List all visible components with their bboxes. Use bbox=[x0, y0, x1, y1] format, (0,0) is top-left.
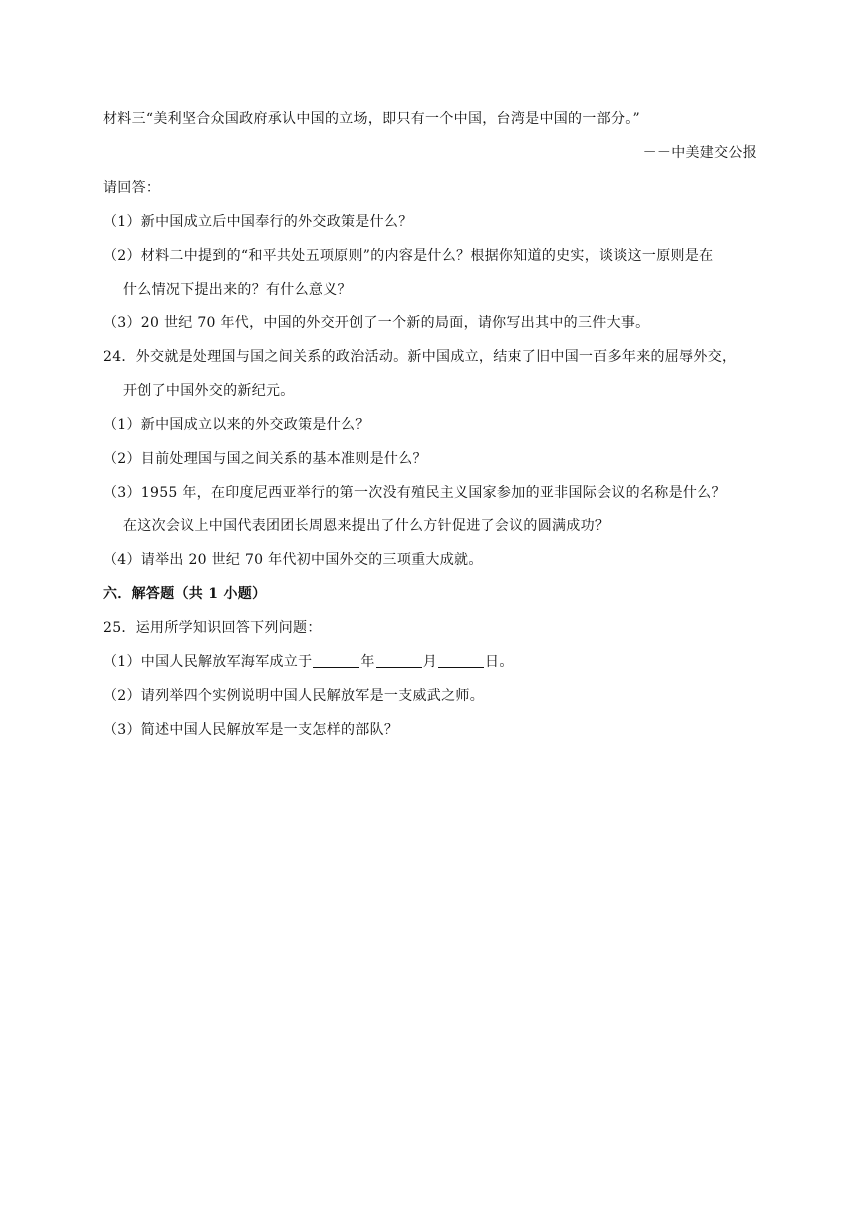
q25-sub1 bbox=[103, 652, 514, 672]
q23-sub3: （3）20 世纪 70 年代，中国的外交开创了一个新的局面，请你写出其中的三件大事。 bbox=[103, 315, 650, 331]
q24-sub2: （2）目前处理国与国之间关系的基本准则是什么？ bbox=[103, 451, 427, 467]
month-answer-blank[interactable] bbox=[376, 653, 422, 668]
q25-sub1-day: 日。 bbox=[485, 654, 514, 670]
q23-sub1: （1）新中国成立后中国奉行的外交政策是什么？ bbox=[103, 214, 413, 230]
q23-prompt: 请回答： bbox=[103, 180, 161, 196]
q25-sub1-year: 年 bbox=[360, 654, 375, 670]
q25-sub3: （3）简述中国人民解放军是一支怎样的部队？ bbox=[103, 722, 399, 738]
q25-stem: 25．运用所学知识回答下列问题： bbox=[103, 620, 322, 636]
year-answer-blank[interactable] bbox=[313, 653, 359, 668]
day-answer-blank[interactable] bbox=[438, 653, 484, 668]
q24-stem-line2: 开创了中国外交的新纪元。 bbox=[123, 383, 295, 399]
q24-sub3-line2: 在这次会议上中国代表团团长周恩来提出了什么方针促进了会议的圆满成功？ bbox=[123, 518, 610, 534]
q25-sub1-prefix: （1）中国人民解放军海军成立于 bbox=[103, 654, 313, 670]
q24-sub4: （4）请举出 20 世纪 70 年代初中国外交的三项重大成就。 bbox=[103, 552, 483, 568]
material-3-source: －－中美建交公报 bbox=[642, 145, 757, 161]
q23-sub2-line1: （2）材料二中提到的“和平共处五项原则”的内容是什么？根据你知道的史实，谈谈这一原则是在 bbox=[103, 248, 714, 264]
q25-sub1-month: 月 bbox=[422, 654, 438, 670]
q24-sub3-line1: （3）1955 年，在印度尼西亚举行的第一次没有殖民主义国家参加的亚非国际会议的名称是什么？ bbox=[103, 485, 726, 501]
material-3-quote: 材料三“美利坚合众国政府承认中国的立场，即只有一个中国，台湾是中国的一部分。” bbox=[103, 111, 641, 127]
section-6-heading: 六．解答题（共 1 小题） bbox=[103, 586, 267, 602]
q25-sub2: （2）请列举四个实例说明中国人民解放军是一支威武之师。 bbox=[103, 688, 485, 704]
q23-sub2-line2: 什么情况下提出来的？有什么意义？ bbox=[123, 282, 352, 298]
q24-sub1: （1）新中国成立以来的外交政策是什么？ bbox=[103, 417, 370, 433]
q24-stem-line1: 24．外交就是处理国与国之间关系的政治活动。新中国成立，结束了旧中国一百多年来的屈辱外交， bbox=[103, 349, 737, 365]
